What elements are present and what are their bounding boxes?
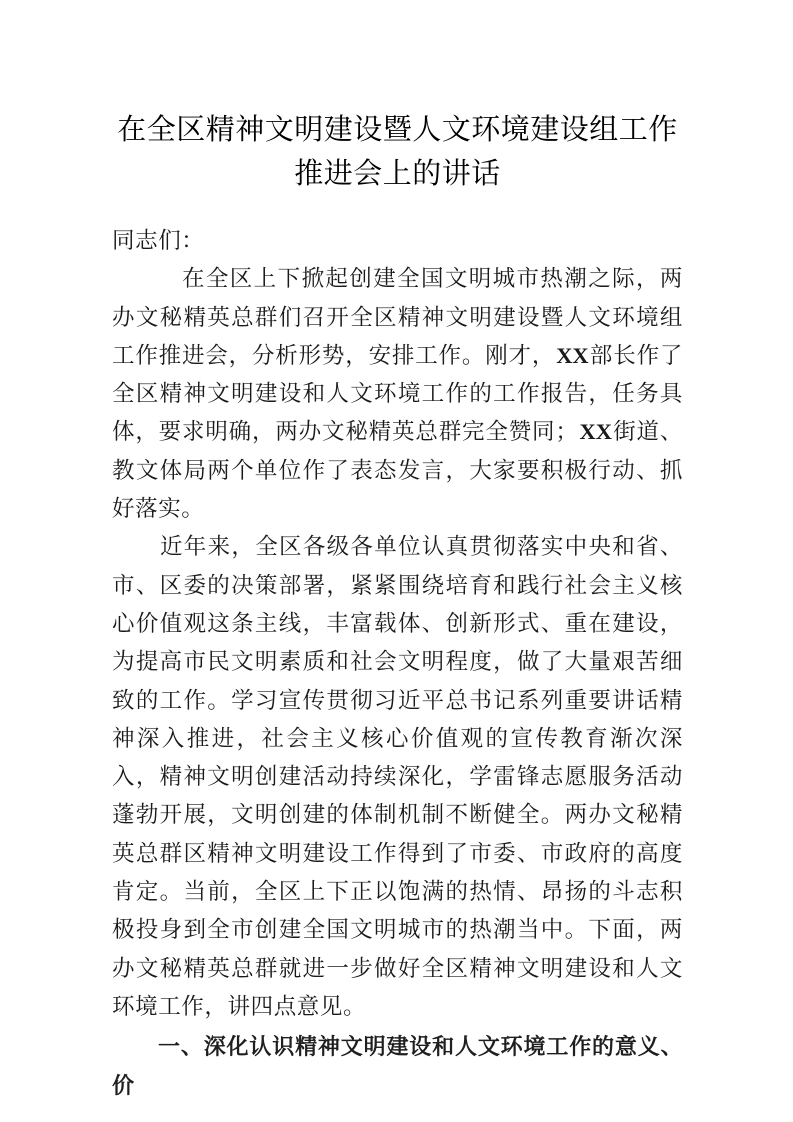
page-title — [112, 108, 683, 196]
page-title-line-1: 在全区精神文明建设暨人文环境建设组工作 — [117, 114, 678, 146]
paragraph-1-segment-3: 部长作了全区精神文明建设和人文环境工作的工作报告，任务具体，要求明确，两办文秘精英总群完全赞同； — [112, 342, 683, 446]
page-title-line-2: 推进会上的讲话 — [294, 158, 501, 190]
paragraph-1 — [112, 260, 683, 528]
placeholder-token-xx-1: XX — [556, 342, 589, 368]
document-body — [112, 222, 683, 1106]
paragraph-2-segment-1: 近年来，全区各级各单位认真贯彻落实中央和省、市、区委的决策部署，紧紧围绕培育和践行社会主义核心价值观这条主线，丰富载体、创新形式、重在建设，为提高市民文明素质和社会文明程度，做了大量艰苦细致的工作。学习宣传贯彻习近平总书记系列重要讲话精神深入推进，社会主义核心价值观的宣传教育渐次深入，精神文明创建活动持续深化，学雷锋志愿服务活动蓬勃开展，文明创建的体制机制不断健全。两办文秘精英总群区精神文明建设工作得到了市委、市政府的高度肯定。当前，全区上下正以饱满的热情、昂扬的斗志积极投身到全市创建全国文明城市的热潮当中。下面，两办文秘精英总群就进一步做好全区精神文明建设和人文环境工作，讲四点意见。 — [112, 534, 683, 1020]
paragraph-1-segment-5: 街道、教文体局两个单位作了表态发言，大家要积极行动、抓好落实。 — [112, 419, 683, 523]
paragraph-1-segment-1: 在全区上下掀起创建全国文明城市热潮之际，两办文秘精英总群们召开全区精神文明建设暨人文环境组工作推进会，分析形势，安排工作。刚才， — [112, 266, 683, 369]
salutation: 同志们： — [112, 228, 205, 254]
paragraph-2 — [112, 528, 683, 1026]
section-heading-1: 一、深化认识精神文明建设和人文环境工作的意义、价 — [112, 1035, 683, 1099]
placeholder-token-xx-2: XX — [579, 419, 612, 445]
